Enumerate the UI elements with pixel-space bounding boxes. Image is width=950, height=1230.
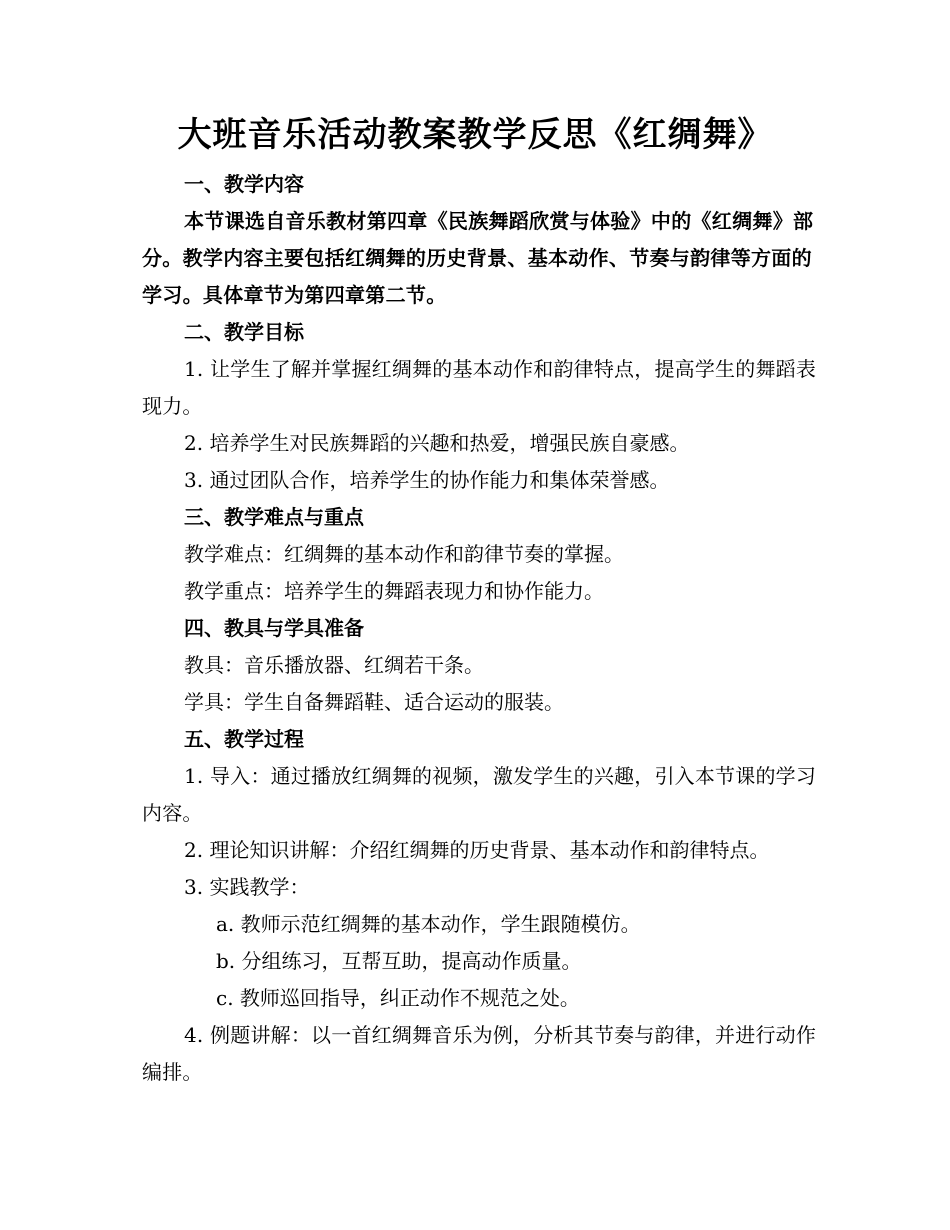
focus-line: 教学重点：培养学生的舞蹈表现力和协作能力。	[184, 579, 604, 603]
document-body	[142, 166, 822, 1091]
teaching-aids-line: 教具：音乐播放器、红绸若干条。	[184, 653, 484, 677]
document-title: 大班音乐活动教案教学反思《红绸舞》	[177, 115, 773, 155]
goal-item-1: 1. 让学生了解并掌握红绸舞的基本动作和韵律特点，提高学生的舞蹈表现力。	[142, 357, 817, 418]
process-item-4: 4. 例题讲解：以一首红绸舞音乐为例，分析其节奏与韵律，并进行动作编排。	[142, 1023, 817, 1084]
goal-item-2: 2. 培养学生对民族舞蹈的兴趣和热爱，增强民族自豪感。	[184, 431, 690, 455]
process-item-3: 3. 实践教学：	[184, 875, 310, 899]
process-subitem-a: a. 教师示范红绸舞的基本动作，学生跟随模仿。	[216, 912, 641, 936]
section-heading-difficulties: 三、教学难点与重点	[184, 505, 364, 529]
section-heading-materials: 四、教具与学具准备	[184, 616, 364, 640]
section-intro-paragraph: 本节课选自音乐教材第四章《民族舞蹈欣赏与体验》中的《红绸舞》部分。教学内容主要包括红绸舞的历史背景、基本动作、节奏与韵律等方面的学习。具体章节为第四章第二节。	[142, 209, 814, 307]
section-heading-goals: 二、教学目标	[184, 320, 304, 344]
process-item-1: 1. 导入：通过播放红绸舞的视频，激发学生的兴趣，引入本节课的学习内容。	[142, 764, 817, 825]
student-materials-line: 学具：学生自备舞蹈鞋、适合运动的服装。	[184, 690, 564, 714]
process-subitem-c: c. 教师巡回指导，纠正动作不规范之处。	[216, 986, 580, 1010]
difficulty-line: 教学难点：红绸舞的基本动作和韵律节奏的掌握。	[184, 542, 624, 566]
process-item-2: 2. 理论知识讲解：介绍红绸舞的历史背景、基本动作和韵律特点。	[184, 838, 770, 862]
section-heading-process: 五、教学过程	[184, 727, 304, 751]
goal-item-3: 3. 通过团队合作，培养学生的协作能力和集体荣誉感。	[184, 468, 670, 492]
section-heading-content: 一、教学内容	[184, 172, 304, 196]
process-subitem-b: b. 分组练习，互帮互助，提高动作质量。	[216, 949, 582, 973]
